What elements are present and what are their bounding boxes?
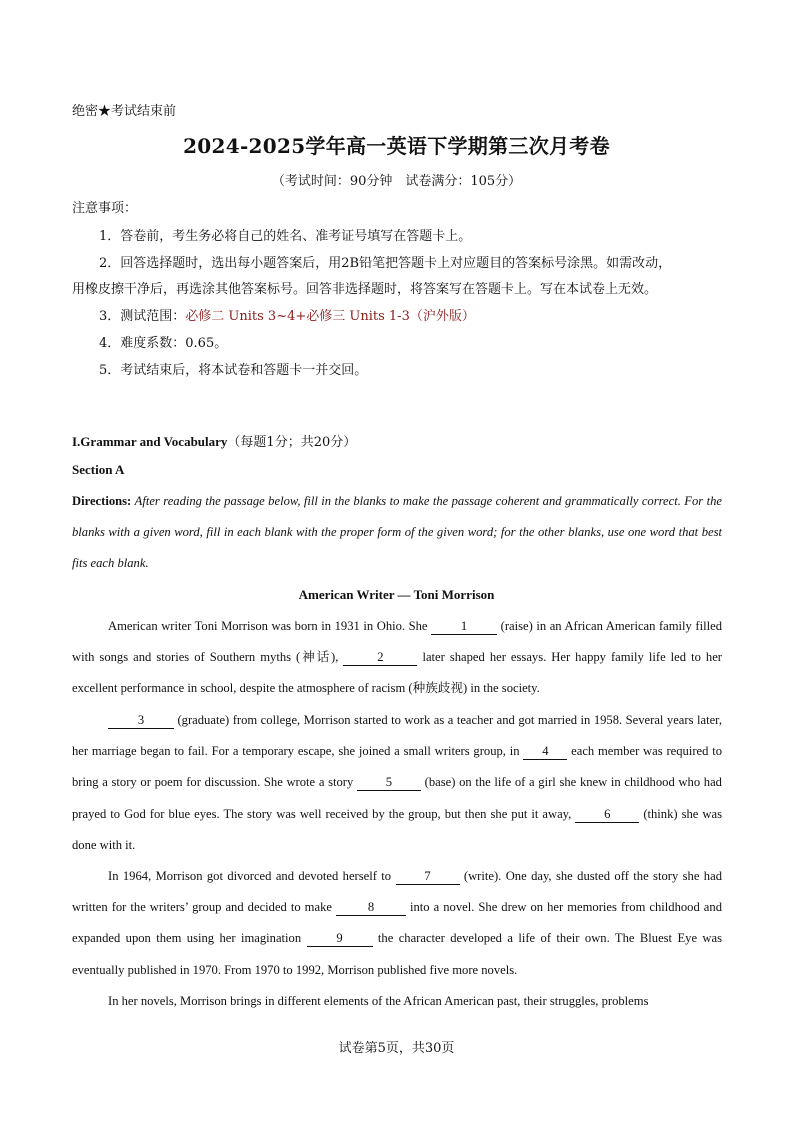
blank-3[interactable]: 3: [108, 713, 174, 729]
text-run: the character developed a life of their own. The Bluest Eye was eventually published in 1970. From 1970 to 1992, Morrison published five more novels.: [72, 931, 723, 977]
notice-item-2-line-2: 用橡皮擦干净后，再选涂其他答案标号。回答非选择题时，将答案写在答题卡上。写在本试卷上无效。: [72, 282, 658, 297]
passage-paragraph-2: [72, 705, 722, 861]
passage-title: American Writer — Toni Morrison: [298, 587, 495, 602]
exam-title: 2024-2025学年高一英语下学期第三次月考卷: [183, 134, 610, 158]
directions-text: After reading the passage below, fill in the blanks to make the passage coherent and grammatically correct. For the blanks with a given word, fill in each blank with the proper form of the given word; for the other blanks, use one word that best fits each blank.: [72, 494, 722, 571]
text-run: into a novel. She drew on her memories from childhood and expanded upon them using her imagination: [72, 900, 722, 946]
notice-item-1: 1．答卷前，考生务必将自己的姓名、准考证号填写在答题卡上。: [99, 229, 472, 244]
blank-6[interactable]: 6: [575, 807, 639, 823]
part-title: I.Grammar and Vocabulary: [72, 434, 228, 449]
blank-8[interactable]: 8: [336, 900, 406, 916]
text-run: (think) she was done with it.: [72, 806, 722, 852]
part-score: （每题1分；共20分）: [227, 435, 357, 450]
directions-label: Directions:: [72, 494, 132, 508]
passage-paragraph-1: [72, 611, 722, 705]
directions: [72, 486, 722, 580]
text-run: (raise) in an African American family filled with songs and stories of Southern myths (神话),: [72, 619, 722, 665]
notice-heading: 注意事项：: [72, 201, 138, 216]
notice-item-3-scope: 必修二 Units 3~4+必修三 Units 1-3（沪外版）: [185, 309, 475, 324]
section-a-heading: Section A: [72, 462, 125, 477]
blank-2[interactable]: 2: [343, 650, 417, 666]
notice-item-3-prefix: 3．测试范围：: [99, 309, 186, 324]
blank-4[interactable]: 4: [523, 744, 567, 760]
text-run: American writer Toni Morrison was born in 1931 in Ohio. She: [108, 619, 432, 633]
notice-item-4: 4．难度系数：0.65。: [99, 336, 228, 351]
notice-item-2-line-1: 2．回答选择题时，选出每小题答案后，用2B铅笔把答题卡上对应题目的答案标号涂黑。如需改动，: [99, 256, 672, 271]
text-run: later shaped her essays. Her happy family life led to her excellent performance in school, despite the atmosphere of racism (种族歧视) in the society.: [72, 650, 722, 696]
text-run: (graduate) from college, Morrison started to work as a teacher and got married in 1958. Several years later, her marriage began to fail. For a temporary escape, she joined a small writers group, in: [72, 713, 722, 759]
blank-5[interactable]: 5: [357, 775, 421, 791]
notice-item-5: 5．考试结束后，将本试卷和答题卡一并交回。: [99, 363, 368, 378]
confidential-label: 绝密★考试结束前: [72, 104, 177, 119]
exam-subtitle: （考试时间：90分钟 试卷满分：105分）: [271, 174, 522, 189]
notice-item-3: [99, 305, 475, 324]
text-run: (write). One day, she dusted off the story she had written for the writers’ group and decided to make: [72, 869, 722, 915]
blank-1[interactable]: 1: [431, 619, 497, 635]
part-heading: [72, 431, 356, 450]
passage-paragraph-4: In her novels, Morrison brings in different elements of the African American past, their struggles, problems: [108, 994, 649, 1008]
text-run: In 1964, Morrison got divorced and devoted herself to: [108, 869, 396, 883]
text-run: each member was required to bring a story or poem for discussion. She wrote a story: [72, 744, 722, 790]
passage-paragraph-3: [72, 861, 722, 986]
page-footer: 试卷第5页，共30页: [338, 1041, 455, 1056]
text-run: (base) on the life of a girl she knew in childhood who had prayed to God for blue eyes. The story was well received by the group, but then she put it away,: [72, 775, 722, 821]
blank-7[interactable]: 7: [396, 869, 460, 885]
blank-9[interactable]: 9: [307, 931, 373, 947]
